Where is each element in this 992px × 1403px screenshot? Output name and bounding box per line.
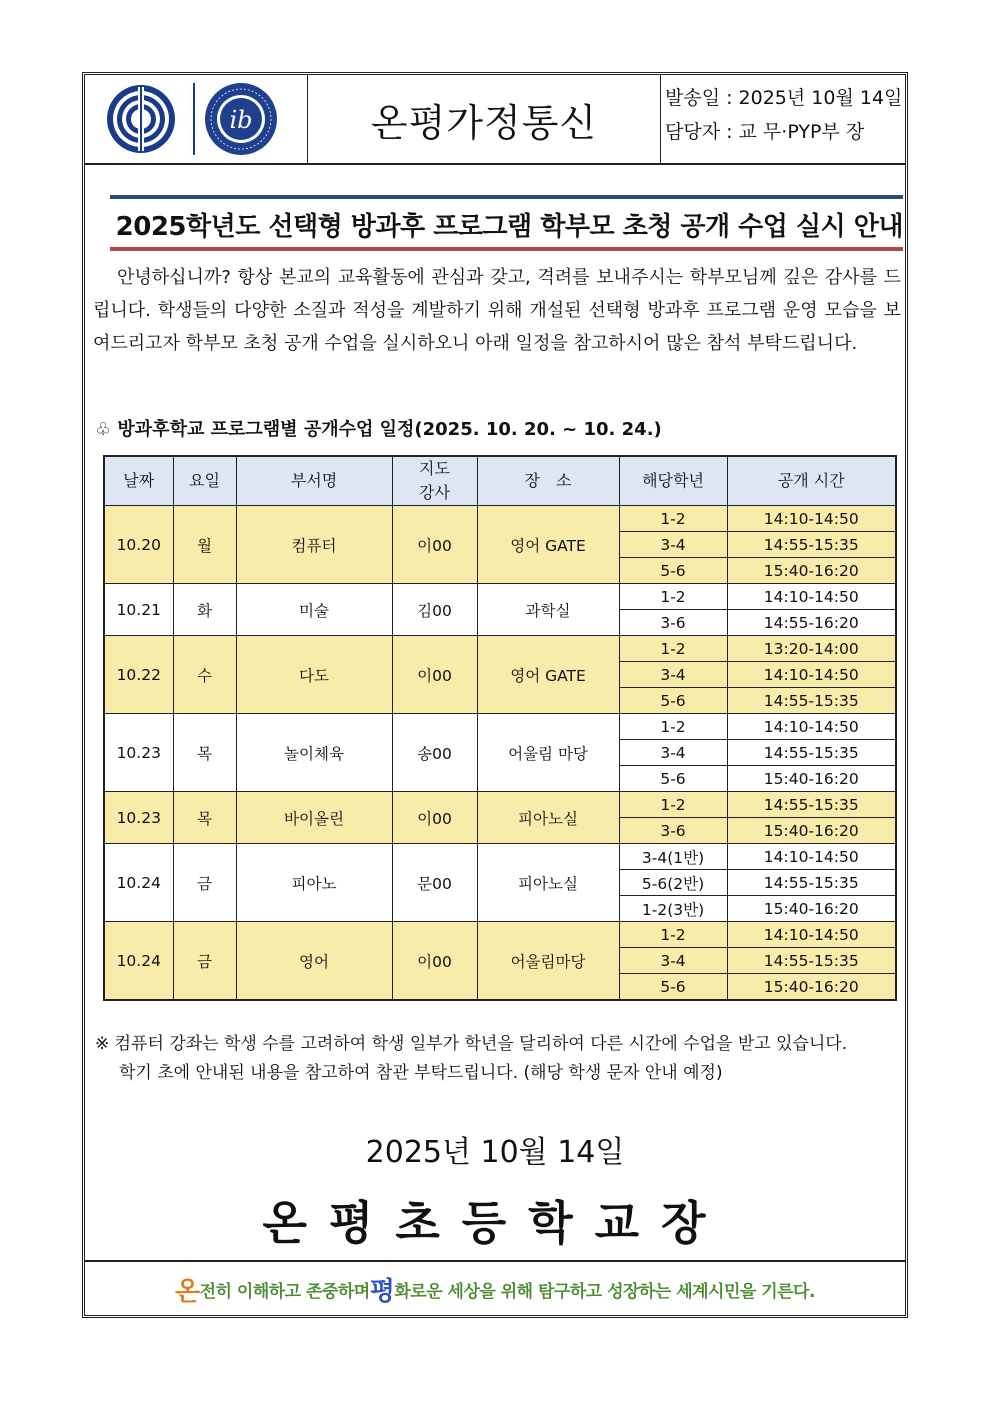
cell-place: 피아노실 (477, 792, 619, 844)
cell-dept: 다도 (236, 636, 392, 714)
cell-dept: 놀이체육 (236, 714, 392, 792)
cell-date: 10.24 (104, 844, 173, 922)
cell-grade: 3-4 (619, 532, 727, 558)
footnote-line-1: ※ 컴퓨터 강좌는 학생 수를 고려하여 학생 일부가 학년을 달리하여 다른 시간에 수업을 받고 있습니다. (95, 1034, 848, 1054)
cell-dept: 바이올린 (236, 792, 392, 844)
motto-part2: 화로운 세상을 위해 탐구하고 성장하는 세계시민을 기른다. (394, 1282, 815, 1302)
cell-time: 15:40-16:20 (727, 766, 896, 792)
cell-time: 14:10-14:50 (727, 844, 896, 870)
cell-date: 10.20 (104, 506, 173, 584)
motto-part1: 전히 이해하고 존중하며 (199, 1282, 370, 1302)
cell-time: 14:55-15:35 (727, 870, 896, 896)
cell-teacher: 이00 (392, 792, 477, 844)
cell-date: 10.23 (104, 714, 173, 792)
table-row (104, 792, 896, 818)
cell-grade: 3-6 (619, 610, 727, 636)
cell-time: 14:55-15:35 (727, 792, 896, 818)
cell-time: 15:40-16:20 (727, 558, 896, 584)
schedule-title: ♧ 방과후학교 프로그램별 공개수업 일정(2025. 10. 20. ~ 10. 24.) (95, 419, 662, 440)
cell-grade: 1-2 (619, 792, 727, 818)
manager: 담당자 : 교 무·PYP부 장 (665, 121, 865, 143)
cell-grade: 3-4 (619, 662, 727, 688)
footnote-line-2: 학기 초에 안내된 내용을 참고하여 참관 부탁드립니다. (해당 학생 문자 안내 예정) (119, 1063, 723, 1083)
newsletter-title: 온평가정통신 (308, 75, 661, 163)
cell-date: 10.22 (104, 636, 173, 714)
cell-grade: 1-2 (619, 714, 727, 740)
cell-day: 월 (173, 506, 236, 584)
table-header-cell: 부서명 (236, 456, 392, 506)
cell-teacher: 이00 (392, 636, 477, 714)
footnote (95, 1030, 909, 1088)
logo-divider (193, 83, 195, 155)
cell-time: 14:10-14:50 (727, 714, 896, 740)
table-header-cell: 해당학년 (619, 456, 727, 506)
cell-grade: 3-6 (619, 818, 727, 844)
table-row (104, 714, 896, 740)
header-meta (665, 81, 905, 149)
svg-text:ib: ib (229, 106, 253, 134)
table-header-cell: 장 소 (477, 456, 619, 506)
cell-teacher: 송00 (392, 714, 477, 792)
table-header-row (104, 456, 896, 506)
cell-time: 14:55-16:20 (727, 610, 896, 636)
cell-teacher: 이00 (392, 922, 477, 1001)
cell-place: 어울림마당 (477, 922, 619, 1001)
cell-grade: 3-4 (619, 948, 727, 974)
school-emblem-logo (105, 83, 177, 155)
cell-time: 14:10-14:50 (727, 506, 896, 532)
cell-day: 목 (173, 792, 236, 844)
table-row (104, 844, 896, 870)
cell-place: 과학실 (477, 584, 619, 636)
send-date: 발송일 : 2025년 10월 14일 (665, 87, 903, 109)
cell-grade: 1-2 (619, 584, 727, 610)
cell-teacher: 문00 (392, 844, 477, 922)
motto-on: 온 (175, 1277, 200, 1307)
cell-day: 목 (173, 714, 236, 792)
cell-dept: 피아노 (236, 844, 392, 922)
cell-dept: 컴퓨터 (236, 506, 392, 584)
table-header-cell: 지도 강사 (392, 456, 477, 506)
cell-day: 금 (173, 922, 236, 1001)
schedule-table (103, 455, 897, 1001)
table-row (104, 506, 896, 532)
table-header-cell: 날짜 (104, 456, 173, 506)
cell-place: 영어 GATE (477, 636, 619, 714)
cell-date: 10.24 (104, 922, 173, 1001)
cell-grade: 1-2 (619, 506, 727, 532)
cell-grade: 3-4(1반) (619, 844, 727, 870)
main-title: 2025학년도 선택형 방과후 프로그램 학부모 초청 공개 수업 실시 안내 (115, 211, 903, 242)
principal-signature: 온평초등학교장 (262, 1196, 728, 1250)
cell-time: 15:40-16:20 (727, 974, 896, 1001)
cell-grade: 5-6 (619, 766, 727, 792)
cell-grade: 1-2(3반) (619, 896, 727, 922)
cell-grade: 5-6 (619, 974, 727, 1001)
cell-grade: 3-4 (619, 740, 727, 766)
table-header-cell: 공개 시간 (727, 456, 896, 506)
cell-grade: 1-2 (619, 922, 727, 948)
cell-day: 화 (173, 584, 236, 636)
cell-date: 10.23 (104, 792, 173, 844)
table-row (104, 922, 896, 948)
cell-dept: 영어 (236, 922, 392, 1001)
cell-teacher: 김00 (392, 584, 477, 636)
title-bar-top (110, 195, 903, 199)
cell-time: 14:55-15:35 (727, 688, 896, 714)
cell-time: 13:20-14:00 (727, 636, 896, 662)
cell-time: 14:55-15:35 (727, 532, 896, 558)
cell-day: 금 (173, 844, 236, 922)
cell-place: 영어 GATE (477, 506, 619, 584)
cell-dept: 미술 (236, 584, 392, 636)
table-row (104, 636, 896, 662)
table-header-cell: 요일 (173, 456, 236, 506)
cell-time: 15:40-16:20 (727, 818, 896, 844)
cell-time: 14:10-14:50 (727, 662, 896, 688)
title-bar-bottom (110, 247, 903, 251)
cell-grade: 5-6 (619, 558, 727, 584)
table-row (104, 584, 896, 610)
intro-paragraph: 안녕하십니까? 항상 본교의 교육활동에 관심과 갖고, 격려를 보내주시는 학부모님께 깊은 감사를 드립니다. 학생들의 다양한 소질과 적성을 계발하기 위해 개설된 선택형 방과후 프로그램 운영 모습을 보여드리고자 학부모 초청 공개 수업을 실시하오니 아래 일정을 참고하시어 많은 참석 부탁드립니다. (93, 267, 901, 354)
ib-world-school-logo (203, 81, 279, 157)
cell-time: 14:10-14:50 (727, 584, 896, 610)
cell-grade: 5-6(2반) (619, 870, 727, 896)
cell-grade: 1-2 (619, 636, 727, 662)
issue-date: 2025년 10월 14일 (365, 1135, 625, 1170)
cell-time: 14:55-15:35 (727, 948, 896, 974)
motto-pyeong: 평 (369, 1277, 395, 1307)
cell-time: 15:40-16:20 (727, 896, 896, 922)
cell-time: 14:10-14:50 (727, 922, 896, 948)
cell-place: 피아노실 (477, 844, 619, 922)
cell-grade: 5-6 (619, 688, 727, 714)
cell-day: 수 (173, 636, 236, 714)
cell-date: 10.21 (104, 584, 173, 636)
school-motto (85, 1260, 905, 1317)
document-frame (82, 72, 908, 1318)
cell-time: 14:55-15:35 (727, 740, 896, 766)
header (85, 75, 905, 165)
cell-teacher: 이00 (392, 506, 477, 584)
cell-place: 어울림 마당 (477, 714, 619, 792)
logo-area (85, 75, 308, 163)
